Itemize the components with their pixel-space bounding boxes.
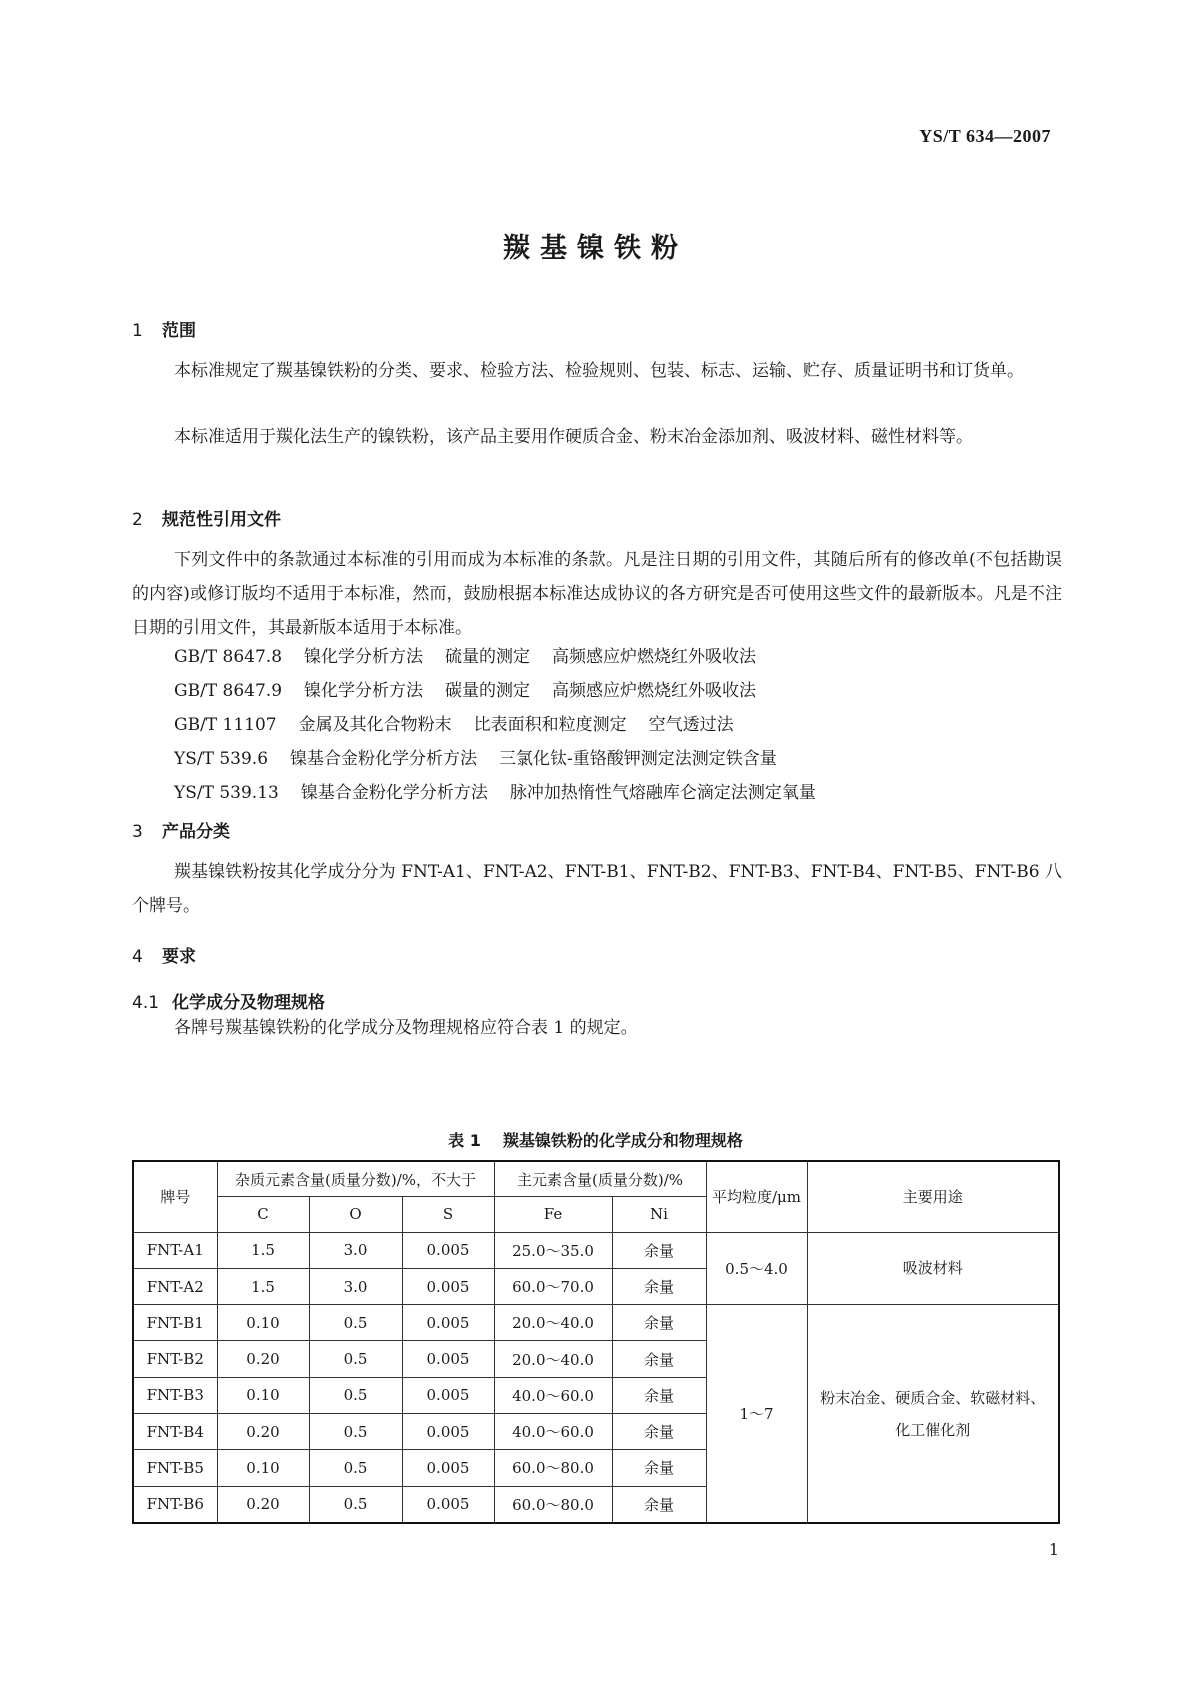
cell-c: 0.10 bbox=[217, 1450, 309, 1486]
header-ni: Ni bbox=[612, 1197, 706, 1232]
cell-s: 0.005 bbox=[402, 1486, 494, 1523]
section-number: 4 bbox=[132, 947, 143, 967]
reference-part: 碳量的测定 bbox=[445, 681, 531, 701]
cell-o: 0.5 bbox=[309, 1486, 402, 1523]
cell-grade: FNT-B1 bbox=[133, 1305, 217, 1341]
section-title: 产品分类 bbox=[162, 822, 230, 842]
cell-usage-group-a: 吸波材料 bbox=[807, 1232, 1059, 1305]
cell-fe: 60.0～80.0 bbox=[494, 1486, 612, 1523]
reference-list bbox=[174, 640, 1064, 810]
cell-o: 3.0 bbox=[309, 1268, 402, 1304]
standard-code: YS/T 634—2007 bbox=[919, 126, 1051, 146]
cell-fe: 40.0～60.0 bbox=[494, 1414, 612, 1450]
reference-item bbox=[174, 674, 1064, 708]
section-4-heading bbox=[132, 942, 196, 967]
reference-part: 硫量的测定 bbox=[445, 647, 531, 667]
header-grade: 牌号 bbox=[133, 1161, 217, 1232]
cell-ni: 余量 bbox=[612, 1305, 706, 1341]
cell-fe: 20.0～40.0 bbox=[494, 1341, 612, 1377]
reference-part: 镍化学分析方法 bbox=[304, 647, 424, 667]
cell-o: 0.5 bbox=[309, 1341, 402, 1377]
cell-ni: 余量 bbox=[612, 1232, 706, 1268]
cell-particle-size-group-a: 0.5～4.0 bbox=[706, 1232, 807, 1305]
reference-code: GB/T 8647.9 bbox=[174, 681, 283, 701]
cell-fe: 60.0～70.0 bbox=[494, 1268, 612, 1304]
section-3-paragraph: 羰基镍铁粉按其化学成分分为 FNT-A1、FNT-A2、FNT-B1、FNT-B2、FNT-B3、FNT-B4、FNT-B5、FNT-B6 八个牌号。 bbox=[132, 862, 1062, 916]
reference-code: GB/T 8647.8 bbox=[174, 647, 283, 667]
cell-grade: FNT-B5 bbox=[133, 1450, 217, 1486]
table-row bbox=[133, 1232, 1059, 1268]
reference-code: GB/T 11107 bbox=[174, 715, 277, 735]
reference-code: YS/T 539.6 bbox=[174, 749, 269, 769]
reference-part: 三氯化钛-重铬酸钾测定法测定铁含量 bbox=[499, 749, 777, 769]
cell-ni: 余量 bbox=[612, 1414, 706, 1450]
header-usage: 主要用途 bbox=[807, 1161, 1059, 1232]
reference-part: 镍化学分析方法 bbox=[304, 681, 424, 701]
cell-grade: FNT-B2 bbox=[133, 1341, 217, 1377]
section-title: 范围 bbox=[162, 321, 196, 341]
cell-fe: 60.0～80.0 bbox=[494, 1450, 612, 1486]
section-3-heading bbox=[132, 817, 230, 842]
cell-fe: 25.0～35.0 bbox=[494, 1232, 612, 1268]
cell-ni: 余量 bbox=[612, 1486, 706, 1523]
reference-part: 镍基合金粉化学分析方法 bbox=[300, 783, 488, 803]
cell-c: 1.5 bbox=[217, 1268, 309, 1304]
section-2-intro: 下列文件中的条款通过本标准的引用而成为本标准的条款。凡是注日期的引用文件，其随后所有的修改单(不包括勘误的内容)或修订版均不适用于本标准，然而，鼓励根据本标准达成协议的各方研究是否可使用这些文件的最新版本。凡是不注日期的引用文件，其最新版本适用于本标准。 bbox=[132, 550, 1062, 638]
section-2-heading bbox=[132, 505, 281, 530]
header-impurity: 杂质元素含量(质量分数)/%，不大于 bbox=[217, 1161, 494, 1197]
section-1-heading bbox=[132, 316, 196, 341]
reference-part: 空气透过法 bbox=[648, 715, 734, 735]
cell-ni: 余量 bbox=[612, 1450, 706, 1486]
reference-item bbox=[174, 742, 1064, 776]
cell-ni: 余量 bbox=[612, 1341, 706, 1377]
header-main-element: 主元素含量(质量分数)/% bbox=[494, 1161, 706, 1197]
section-number: 3 bbox=[132, 822, 143, 842]
section-title: 要求 bbox=[162, 947, 196, 967]
cell-grade: FNT-B6 bbox=[133, 1486, 217, 1523]
cell-grade: FNT-A1 bbox=[133, 1232, 217, 1268]
cell-ni: 余量 bbox=[612, 1377, 706, 1413]
cell-c: 0.20 bbox=[217, 1414, 309, 1450]
table-title: 羰基镍铁粉的化学成分和物理规格 bbox=[502, 1131, 743, 1150]
cell-s: 0.005 bbox=[402, 1377, 494, 1413]
table-caption bbox=[0, 1128, 1191, 1151]
section-number: 2 bbox=[132, 510, 143, 530]
table-row bbox=[133, 1305, 1059, 1341]
cell-s: 0.005 bbox=[402, 1268, 494, 1304]
cell-fe: 20.0～40.0 bbox=[494, 1305, 612, 1341]
cell-c: 0.10 bbox=[217, 1377, 309, 1413]
cell-c: 0.20 bbox=[217, 1486, 309, 1523]
reference-part: 高频感应炉燃烧红外吸收法 bbox=[552, 681, 757, 701]
reference-part: 镍基合金粉化学分析方法 bbox=[290, 749, 478, 769]
cell-grade: FNT-B3 bbox=[133, 1377, 217, 1413]
reference-item bbox=[174, 708, 1064, 742]
cell-c: 0.20 bbox=[217, 1341, 309, 1377]
header-c: C bbox=[217, 1197, 309, 1232]
reference-part: 金属及其化合物粉末 bbox=[298, 715, 452, 735]
section-1-paragraph-2: 本标准适用于羰化法生产的镍铁粉，该产品主要用作硬质合金、粉末冶金添加剂、吸波材料、磁性材料等。 bbox=[174, 427, 973, 447]
section-title: 规范性引用文件 bbox=[162, 510, 281, 530]
spec-table bbox=[132, 1160, 1060, 1524]
section-4-1-heading bbox=[132, 988, 325, 1013]
cell-c: 1.5 bbox=[217, 1232, 309, 1268]
section-number: 4.1 bbox=[132, 993, 160, 1013]
cell-ni: 余量 bbox=[612, 1268, 706, 1304]
cell-o: 3.0 bbox=[309, 1232, 402, 1268]
cell-s: 0.005 bbox=[402, 1232, 494, 1268]
header-fe: Fe bbox=[494, 1197, 612, 1232]
header-s: S bbox=[402, 1197, 494, 1232]
reference-code: YS/T 539.13 bbox=[174, 783, 279, 803]
section-4-1-paragraph: 各牌号羰基镍铁粉的化学成分及物理规格应符合表 1 的规定。 bbox=[174, 1018, 638, 1038]
cell-s: 0.005 bbox=[402, 1341, 494, 1377]
section-1-paragraph-1: 本标准规定了羰基镍铁粉的分类、要求、检验方法、检验规则、包装、标志、运输、贮存、质量证明书和订货单。 bbox=[174, 361, 1024, 381]
cell-o: 0.5 bbox=[309, 1414, 402, 1450]
cell-s: 0.005 bbox=[402, 1450, 494, 1486]
reference-item bbox=[174, 640, 1064, 674]
cell-grade: FNT-B4 bbox=[133, 1414, 217, 1450]
table-number: 表 1 bbox=[448, 1131, 481, 1150]
cell-o: 0.5 bbox=[309, 1377, 402, 1413]
cell-o: 0.5 bbox=[309, 1305, 402, 1341]
cell-o: 0.5 bbox=[309, 1450, 402, 1486]
reference-part: 比表面积和粒度测定 bbox=[473, 715, 627, 735]
cell-s: 0.005 bbox=[402, 1414, 494, 1450]
header-particle-size: 平均粒度/μm bbox=[706, 1161, 807, 1232]
reference-item bbox=[174, 776, 1064, 810]
cell-usage-group-b: 粉末冶金、硬质合金、软磁材料、化工催化剂 bbox=[807, 1305, 1059, 1523]
cell-c: 0.10 bbox=[217, 1305, 309, 1341]
section-number: 1 bbox=[132, 321, 143, 341]
table-header-row bbox=[133, 1161, 1059, 1197]
page-number: 1 bbox=[1048, 1540, 1059, 1559]
cell-particle-size-group-b: 1～7 bbox=[706, 1305, 807, 1523]
section-title: 化学成分及物理规格 bbox=[172, 993, 325, 1013]
reference-part: 脉冲加热惰性气熔融库仑滴定法测定氧量 bbox=[509, 783, 816, 803]
cell-s: 0.005 bbox=[402, 1305, 494, 1341]
cell-fe: 40.0～60.0 bbox=[494, 1377, 612, 1413]
header-o: O bbox=[309, 1197, 402, 1232]
document-title: 羰基镍铁粉 bbox=[503, 233, 688, 264]
reference-part: 高频感应炉燃烧红外吸收法 bbox=[552, 647, 757, 667]
cell-grade: FNT-A2 bbox=[133, 1268, 217, 1304]
